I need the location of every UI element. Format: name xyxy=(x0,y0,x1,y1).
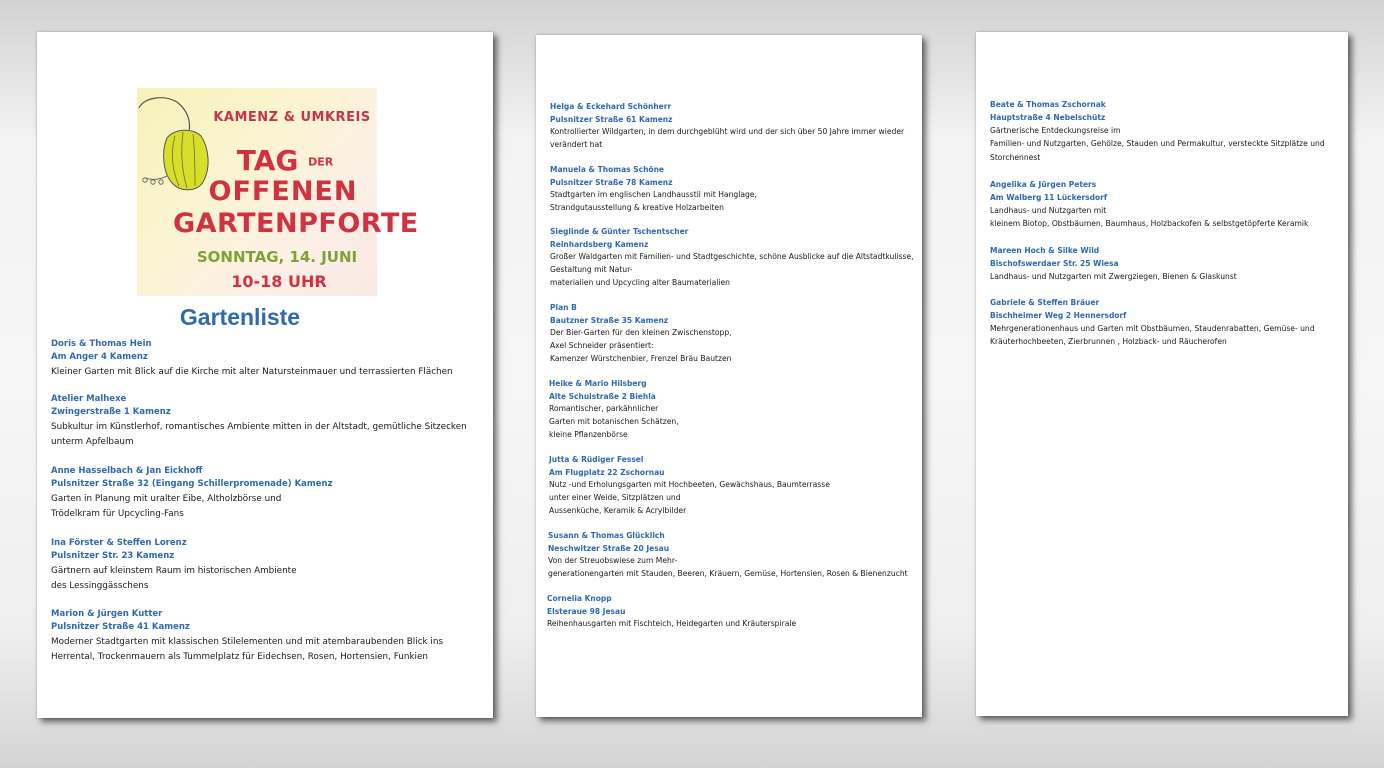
garden-owner: Manuela & Thomas Schöne xyxy=(550,165,665,174)
poster-line-3: GARTENPFORTE xyxy=(173,208,419,239)
garden-address: Pulsnitzer Straße 78 Kamenz xyxy=(550,178,673,187)
garden-entry xyxy=(51,537,297,593)
garden-address: Bischheimer Weg 2 Hennersdorf xyxy=(990,311,1127,320)
garden-address: Alte Schulstraße 2 Biehla xyxy=(549,392,656,401)
poster-line-1: TAG DER xyxy=(236,144,334,177)
garden-owner: Plan B xyxy=(550,303,577,312)
garden-description: Der Bier-Garten für den kleinen Zwischenstopp, Axel Schneider präsentiert: Kamenzer Würstchenbier, Frenzel Bräu Bautzen xyxy=(550,328,732,363)
garden-owner: Helga & Eckehard Schönherr xyxy=(550,102,672,111)
garden-entry xyxy=(990,178,1308,231)
poster-date: SONNTAG, 14. JUNI xyxy=(196,248,358,266)
garden-owner: Sieglinde & Günter Tschentscher xyxy=(550,227,689,236)
garden-owner: Atelier Malhexe xyxy=(51,394,127,404)
document-page-1 xyxy=(37,32,493,718)
garden-address: Elsteraue 98 Jesau xyxy=(547,607,626,616)
garden-owner: Cornelia Knopp xyxy=(547,594,612,603)
event-poster xyxy=(137,88,419,296)
garden-address: Pulsnitzer Straße 61 Kamenz xyxy=(550,115,673,124)
document-page-3 xyxy=(976,32,1348,716)
garden-entry xyxy=(550,100,904,152)
page-title: Gartenliste xyxy=(179,304,301,330)
garden-description: Subkultur im Künstlerhof, romantisches Ambiente mitten in der Altstadt, gemütliche Sitzecken unterm Apfelbaum xyxy=(51,422,467,447)
garden-description: Kontrollierter Wildgarten, in dem durchgeblüht wird und der sich über 50 Jahre immer wieder verändert hat xyxy=(550,127,905,149)
garden-owner: Ina Förster & Steffen Lorenz xyxy=(51,538,187,548)
garden-owner: Heike & Mario Hilsberg xyxy=(549,379,647,388)
garden-entry xyxy=(549,377,679,441)
garden-owner: Doris & Thomas Hein xyxy=(51,339,152,349)
garden-entry xyxy=(51,465,333,521)
garden-owner: Susann & Thomas Glücklich xyxy=(548,531,665,540)
garden-entry xyxy=(550,163,757,215)
garden-description: Reihenhausgarten mit Fischteich, Heidegarten und Kräuterspirale xyxy=(547,619,797,628)
garden-entry xyxy=(990,98,1325,164)
garden-description: Kleiner Garten mit Blick auf die Kirche mit alter Natursteinmauer und terrassierten Flächen xyxy=(51,367,453,377)
poster-line-2: OFFENEN xyxy=(208,176,358,207)
garden-description: Von der Streuobswiese zum Mehr- generationengarten mit Stauden, Beeren, Kräuern, Gemüse, Hortensien, Rosen & Bienenzucht xyxy=(548,556,908,578)
garden-entry xyxy=(547,592,796,631)
poster-time: 10-18 UHR xyxy=(231,272,327,291)
garden-description: Stadtgarten im englischen Landhausstil mit Hanglage, Strandgutausstellung & kreative Holzarbeiten xyxy=(550,190,757,212)
garden-description: Großer Waldgarten mit Familien- und Stadtgeschichte, schöne Ausblicke auf die Altstadtkulisse, Gestaltung mit Natur- materialien und Upcycling alter Baumaterialien xyxy=(550,252,914,287)
garden-address: Am Walberg 11 Lückersdorf xyxy=(990,193,1108,202)
garden-address: Pulsnitzer Straße 32 (Eingang Schillerpromenade) Kamenz xyxy=(51,479,333,489)
garden-owner: Beate & Thomas Zschornak xyxy=(990,100,1106,109)
garden-entry xyxy=(550,301,732,365)
garden-owner: Mareen Hoch & Silke Wild xyxy=(990,246,1100,255)
garden-owner: Marion & Jürgen Kutter xyxy=(51,609,163,619)
garden-description: Moderner Stadtgarten mit klassischen Stilelementen und mit atembaraubenden Blick ins Herrental, Trockenmauern als Tummelplatz für Eidechsen, Rosen, Hortensien, Funkien xyxy=(51,637,444,662)
garden-owner: Jutta & Rüdiger Fessel xyxy=(549,455,644,464)
garden-entry xyxy=(549,453,830,517)
garden-address: Neschwitzer Straße 20 Jesau xyxy=(548,544,670,553)
garden-entry xyxy=(51,338,453,380)
garden-description: Nutz -und Erholungsgarten mit Hochbeeten, Gewächshaus, Baumterrasse unter einer Weide, Sitzplätzen und Aussenküche, Keramik & Acrylbilder xyxy=(549,480,830,515)
garden-description: Romantischer, parkähnlicher Garten mit botanischen Schätzen, kleine Pflanzenbörse xyxy=(549,404,679,439)
garden-entry xyxy=(990,296,1315,349)
garden-address: Bischofswerdaer Str. 25 Wiesa xyxy=(990,259,1119,268)
document-page-2 xyxy=(536,35,922,717)
garden-entry xyxy=(51,608,443,664)
garden-address: Zwingerstraße 1 Kamenz xyxy=(51,407,171,417)
garden-entry xyxy=(990,244,1237,283)
garden-description: Gärtnerische Entdeckungsreise im Familien- und Nutzgarten, Gehölze, Stauden und Permakultur, versteckte Sitzplätze und Storchennest xyxy=(990,126,1325,162)
garden-entry xyxy=(548,529,908,581)
garden-description: Landhaus- und Nutzgarten mit Zwergziegen, Bienen & Glaskunst xyxy=(990,272,1237,281)
garden-owner: Angelika & Jürgen Peters xyxy=(990,180,1097,189)
garden-description: Garten in Planung mit uralter Eibe, Altholzbörse und Trödelkram für Upcycling-Fans xyxy=(51,494,282,519)
garden-address: Reinhardsberg Kamenz xyxy=(550,240,649,249)
garden-address: Pulsnitzer Straße 41 Kamenz xyxy=(51,622,190,632)
garden-address: Pulsnitzer Str. 23 Kamenz xyxy=(51,551,175,561)
garden-description: Gärtnern auf kleinstem Raum im historischen Ambiente des Lessinggässchens xyxy=(51,566,297,591)
garden-entry xyxy=(51,393,467,449)
garden-address: Hauptstraße 4 Nebelschütz xyxy=(990,113,1106,122)
garden-description: Mehrgenerationenhaus und Garten mit Obstbäumen, Staudenrabatten, Gemüse- und Kräuterhochbeeten, Zierbrunnen , Holzback- und Räucherofen xyxy=(990,324,1315,347)
garden-description: Landhaus- und Nutzgarten mit kleinem Biotop, Obstbäumen, Baumhaus, Holzbackofen & selbstgetöpferte Keramik xyxy=(990,206,1309,229)
garden-address: Bautzner Straße 35 Kamenz xyxy=(550,316,669,325)
garden-address: Am Anger 4 Kamenz xyxy=(51,352,148,362)
garden-entry xyxy=(550,225,914,289)
garden-owner: Gabriele & Steffen Bräuer xyxy=(990,298,1100,307)
garden-owner: Anne Hasselbach & Jan Eickhoff xyxy=(51,466,203,476)
garden-address: Am Flugplatz 22 Zschornau xyxy=(549,468,665,477)
poster-region: KAMENZ & UMKREIS xyxy=(213,110,371,125)
